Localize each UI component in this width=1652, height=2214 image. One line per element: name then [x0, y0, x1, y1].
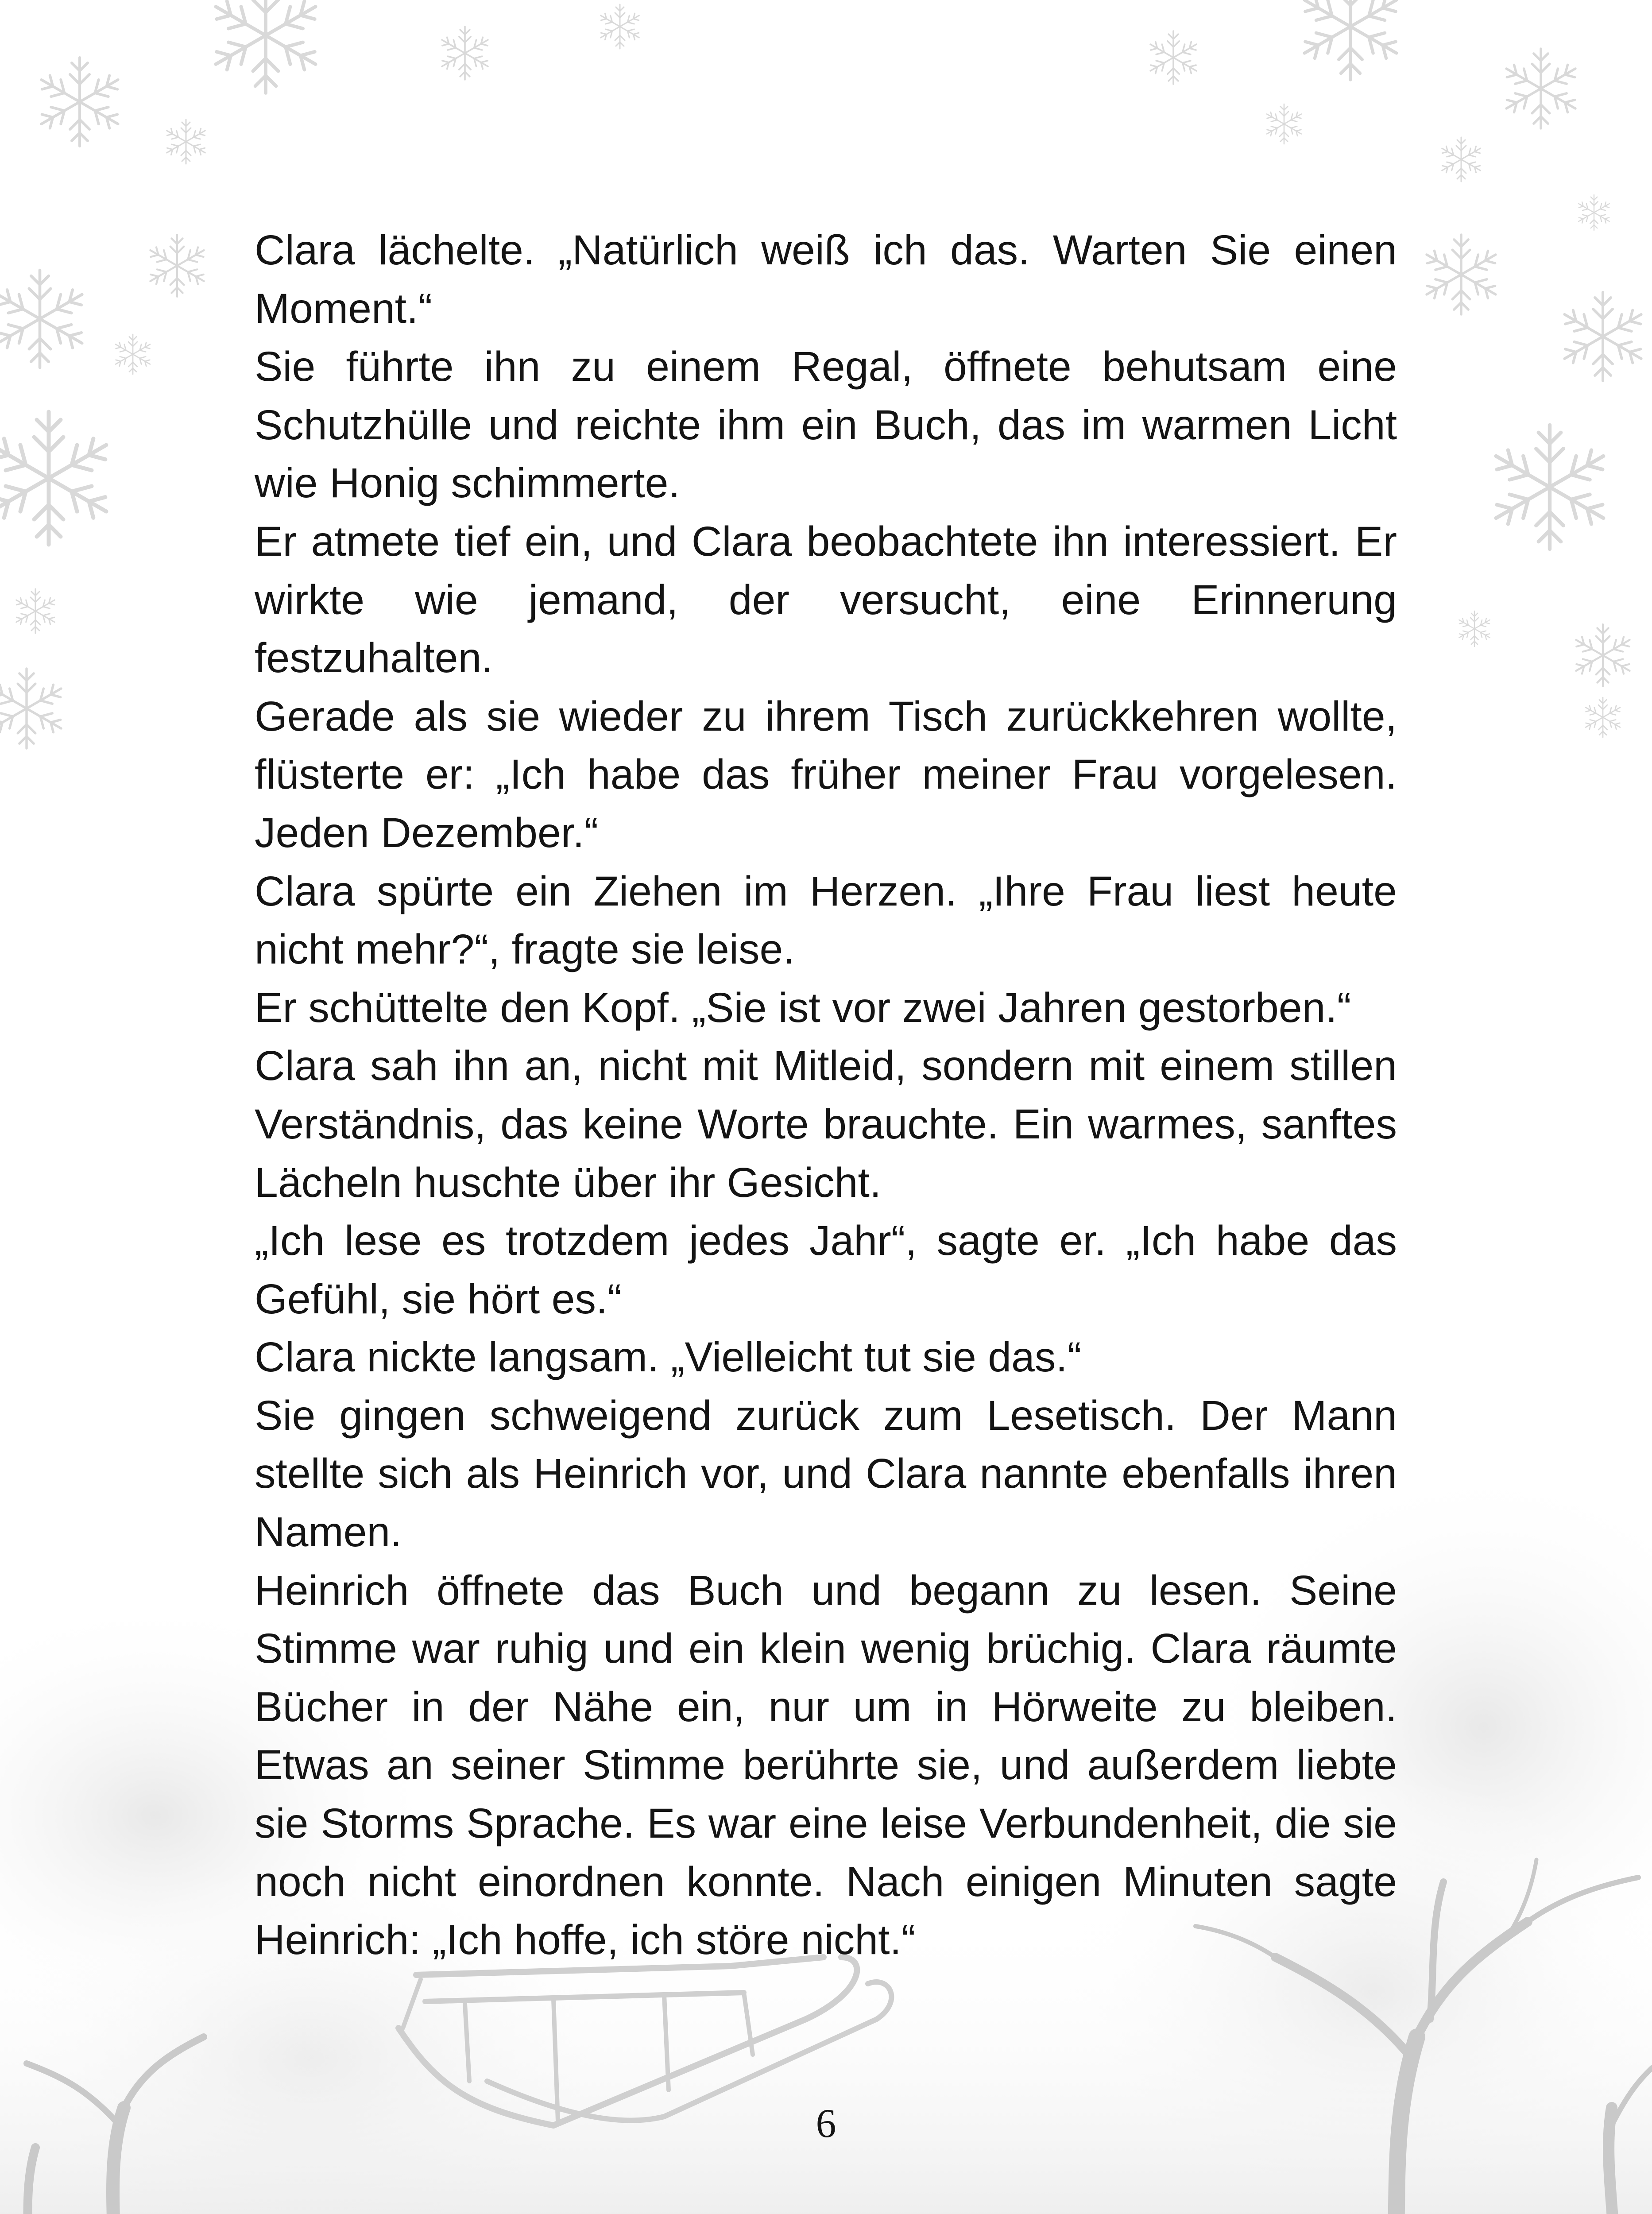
story-text [255, 221, 1397, 1970]
paragraph: Sie führte ihn zu einem Regal, öffnete behutsam eine Schutzhülle und reichte ihm ein Buch, das im warmen Licht wie Honig schimmerte. [255, 343, 1397, 507]
paragraph: Gerade als sie wieder zu ihrem Tisch zurückkehren wollte, flüsterte er: „Ich habe das früher meiner Frau vorgelesen. Jeden Dezember.“ [255, 693, 1397, 856]
snowflake-icon [1422, 235, 1646, 737]
paragraph: „Ich lese es trotzdem jedes Jahr“, sagte er. „Ich habe das Gefühl, sie hört es.“ [255, 1217, 1397, 1323]
paragraph: Heinrich öffnete das Buch und begann zu lesen. Seine Stimme war ruhig und ein klein wenig brüchig. Clara räumte Bücher in der Nähe ein, nur um in Hörweite zu bleiben. Etwas an seiner Stimme berührte sie, und außerdem liebte sie Storms Sprache. Es war eine leise Verbundenheit, die sie noch nicht einordnen konnte. Nach einigen Minuten sagte Heinrich: „Ich hoffe, ich störe nicht.“ [255, 1567, 1397, 1964]
paragraph: Er atmete tief ein, und Clara beobachtete ihn interessiert. Er wirkte wie jemand, der versucht, eine Erinnerung festzuhalten. [255, 518, 1397, 682]
paragraph: Clara lächelte. „Natürlich weiß ich das. Warten Sie einen Moment.“ [255, 227, 1397, 332]
paragraph: Clara spürte ein Ziehen im Herzen. „Ihre Frau liest heute nicht mehr?“, fragte sie leise. [255, 867, 1397, 973]
paragraph: Clara nickte langsam. „Vielleicht tut sie das.“ [255, 1334, 1082, 1381]
snowflake-icon [36, 0, 1611, 230]
paragraph: Clara sah ihn an, nicht mit Mitleid, sondern mit einem stillen Verständnis, das keine Worte brauchte. Ein warmes, sanftes Lächeln huschte über ihr Gesicht. [255, 1042, 1397, 1206]
paragraph: Er schüttelte den Kopf. „Sie ist vor zwei Jahren gestorben.“ [255, 984, 1351, 1031]
snowflake-icon [0, 235, 207, 748]
page-number: 6 [816, 2101, 836, 2146]
paragraph: Sie gingen schweigend zurück zum Lesetisch. Der Mann stellte sich als Heinrich vor, und Clara nannte ebenfalls ihren Namen. [255, 1392, 1397, 1556]
